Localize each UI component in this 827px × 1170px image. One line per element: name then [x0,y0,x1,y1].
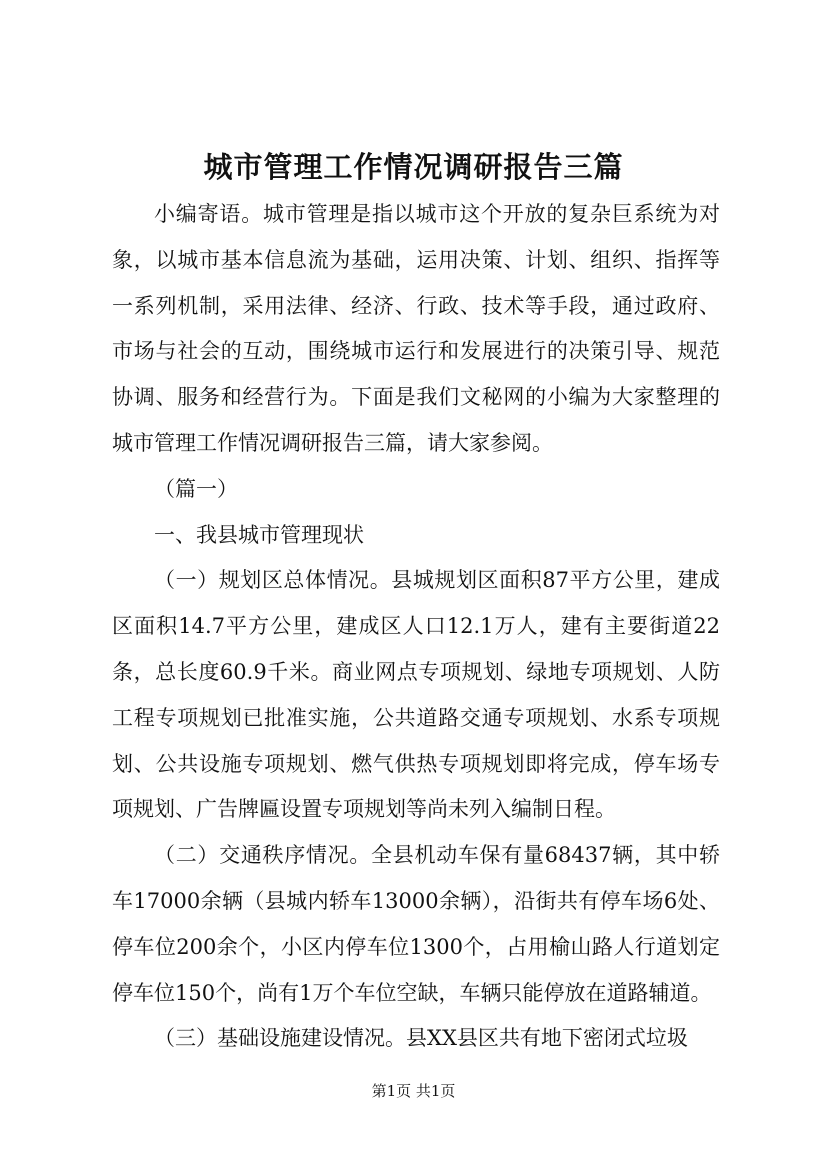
page-footer: 第1页 共1页 [371,1082,456,1100]
paragraph-infrastructure: （三）基础设施建设情况。县XX县区共有地下密闭式垃圾 [154,1026,688,1051]
paragraph-traffic-order: （二）交通秩序情况。全县机动车保有量68437辆，其中轿车17000余辆（县城内轿车13000余辆），沿街共有停车场6处、停车位200余个，小区内停车位1300个，占用榆山路人行道划定停车位150个，尚有1万个车位空缺，车辆只能停放在道路辅道。 [112,843,720,1005]
paragraph-intro: 小编寄语。城市管理是指以城市这个开放的复杂巨系统为对象，以城市基本信息流为基础，运用决策、计划、组织、指挥等一系列机制，采用法律、经济、行政、技术等手段，通过政府、市场与社会的互动，围绕城市运行和发展进行的决策引导、规范协调、服务和经营行为。下面是我们文秘网的小编为大家整理的城市管理工作情况调研报告三篇，请大家参阅。 [112,202,720,455]
paragraph-section-label: （篇一） [154,476,238,501]
paragraph-planning-area: （一）规划区总体情况。县城规划区面积87平方公里，建成区面积14.7平方公里，建成区人口12.1万人，建有主要街道22条，总长度60.9千米。商业网点专项规划、绿地专项规划、人防工程专项规划已批准实施，公共道路交通专项规划、水系专项规划、公共设施专项规划、燃气供热专项规划即将完成，停车场专项规划、广告牌匾设置专项规划等尚未列入编制日程。 [112,568,720,822]
heading-current-status: 一、我县城市管理现状 [154,522,364,547]
document-title: 城市管理工作情况调研报告三篇 [203,150,624,184]
document-body [112,192,720,1062]
